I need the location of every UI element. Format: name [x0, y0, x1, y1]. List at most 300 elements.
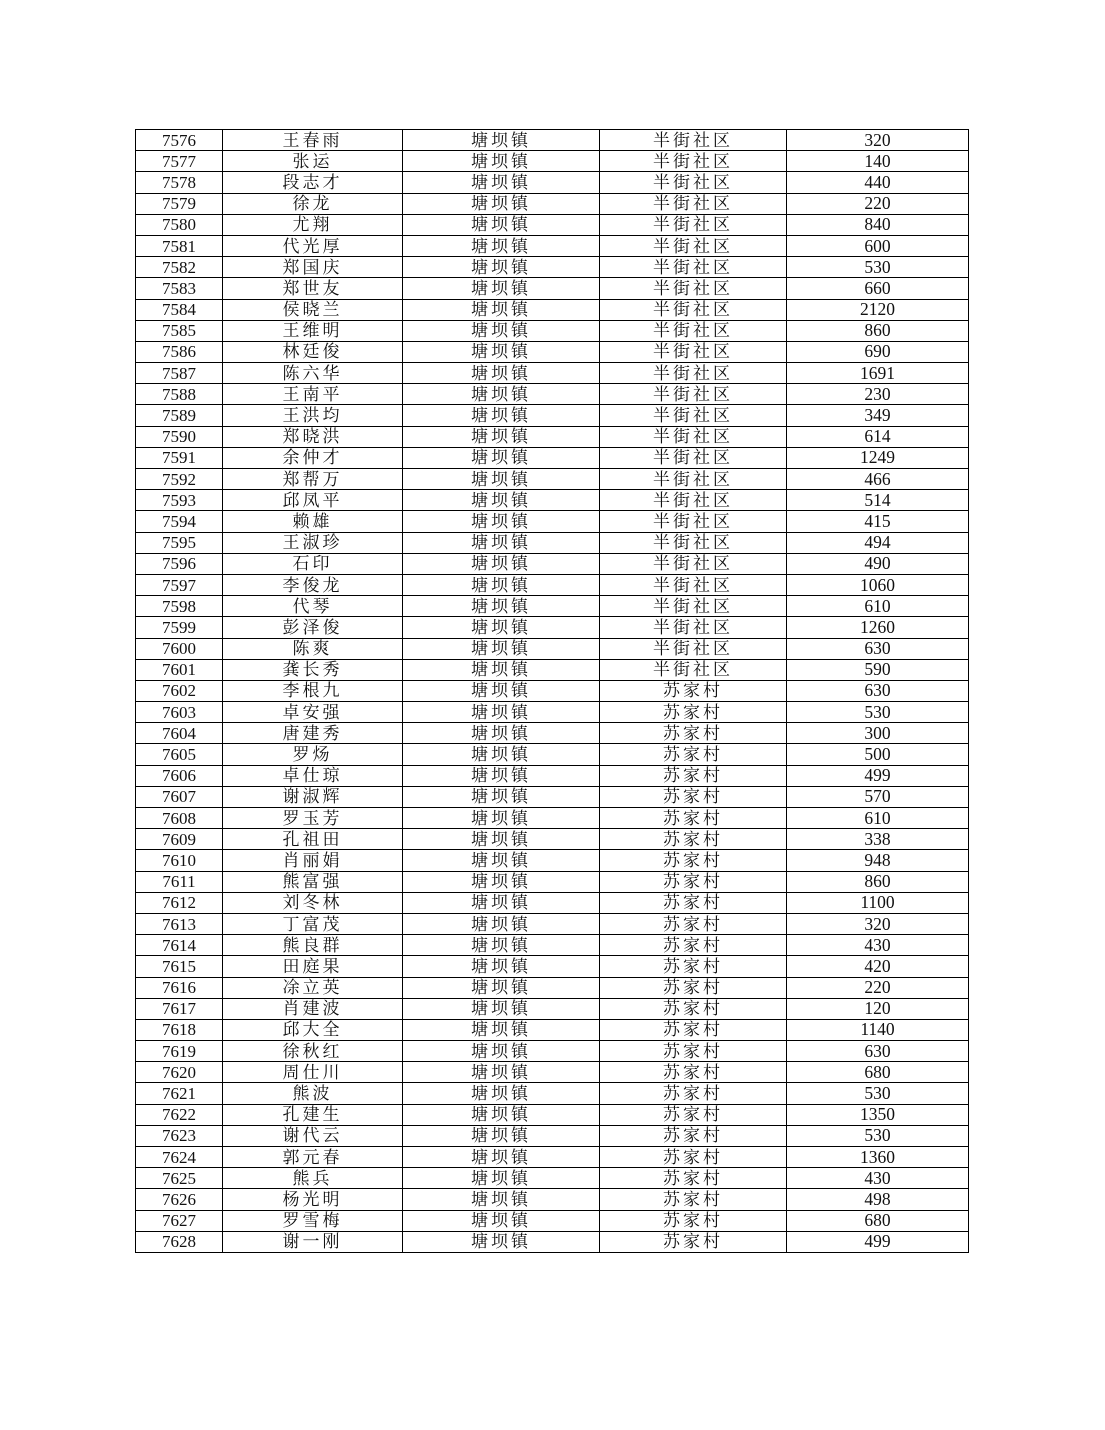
table-row [136, 1019, 969, 1040]
table-row [136, 680, 969, 701]
amount-cell: 1060 [787, 574, 969, 595]
name-cell: 王春雨 [223, 130, 403, 151]
row-id-cell: 7600 [136, 638, 223, 659]
amount-cell: 320 [787, 130, 969, 151]
table-row [136, 490, 969, 511]
village-cell: 半街社区 [600, 405, 787, 426]
amount-cell: 120 [787, 998, 969, 1019]
town-cell: 塘坝镇 [403, 617, 600, 638]
amount-cell: 614 [787, 426, 969, 447]
name-cell: 赖雄 [223, 511, 403, 532]
row-id-cell: 7577 [136, 151, 223, 172]
table-row [136, 553, 969, 574]
table-row [136, 278, 969, 299]
village-cell: 半街社区 [600, 341, 787, 362]
amount-cell: 420 [787, 956, 969, 977]
village-cell: 半街社区 [600, 214, 787, 235]
row-id-cell: 7603 [136, 702, 223, 723]
table-row [136, 447, 969, 468]
village-cell: 苏家村 [600, 680, 787, 701]
row-id-cell: 7581 [136, 235, 223, 256]
town-cell: 塘坝镇 [403, 130, 600, 151]
name-cell: 王洪均 [223, 405, 403, 426]
name-cell: 熊兵 [223, 1168, 403, 1189]
town-cell: 塘坝镇 [403, 638, 600, 659]
village-cell: 苏家村 [600, 1231, 787, 1252]
row-id-cell: 7590 [136, 426, 223, 447]
town-cell: 塘坝镇 [403, 1062, 600, 1083]
table-row [136, 956, 969, 977]
amount-cell: 140 [787, 151, 969, 172]
town-cell: 塘坝镇 [403, 469, 600, 490]
name-cell: 孔祖田 [223, 829, 403, 850]
town-cell: 塘坝镇 [403, 765, 600, 786]
town-cell: 塘坝镇 [403, 786, 600, 807]
village-cell: 苏家村 [600, 1019, 787, 1040]
town-cell: 塘坝镇 [403, 596, 600, 617]
amount-cell: 630 [787, 638, 969, 659]
name-cell: 杨光明 [223, 1189, 403, 1210]
row-id-cell: 7609 [136, 829, 223, 850]
name-cell: 郭元春 [223, 1147, 403, 1168]
name-cell: 罗雪梅 [223, 1210, 403, 1231]
amount-cell: 840 [787, 214, 969, 235]
village-cell: 半街社区 [600, 384, 787, 405]
name-cell: 代琴 [223, 596, 403, 617]
amount-cell: 530 [787, 1125, 969, 1146]
village-cell: 苏家村 [600, 1189, 787, 1210]
amount-cell: 466 [787, 469, 969, 490]
table-row [136, 1104, 969, 1125]
name-cell: 熊良群 [223, 935, 403, 956]
town-cell: 塘坝镇 [403, 384, 600, 405]
table-row [136, 320, 969, 341]
town-cell: 塘坝镇 [403, 1125, 600, 1146]
town-cell: 塘坝镇 [403, 998, 600, 1019]
row-id-cell: 7582 [136, 257, 223, 278]
amount-cell: 680 [787, 1210, 969, 1231]
amount-cell: 430 [787, 1168, 969, 1189]
village-cell: 半街社区 [600, 151, 787, 172]
row-id-cell: 7586 [136, 341, 223, 362]
village-cell: 苏家村 [600, 935, 787, 956]
village-cell: 半街社区 [600, 638, 787, 659]
table-row [136, 1231, 969, 1252]
name-cell: 陈六华 [223, 363, 403, 384]
name-cell: 邱大全 [223, 1019, 403, 1040]
amount-cell: 1360 [787, 1147, 969, 1168]
table-row [136, 850, 969, 871]
town-cell: 塘坝镇 [403, 850, 600, 871]
name-cell: 林廷俊 [223, 341, 403, 362]
row-id-cell: 7624 [136, 1147, 223, 1168]
village-cell: 苏家村 [600, 1062, 787, 1083]
amount-cell: 530 [787, 1083, 969, 1104]
village-cell: 苏家村 [600, 1147, 787, 1168]
row-id-cell: 7579 [136, 193, 223, 214]
row-id-cell: 7622 [136, 1104, 223, 1125]
row-id-cell: 7607 [136, 786, 223, 807]
amount-cell: 530 [787, 257, 969, 278]
table-row [136, 1210, 969, 1231]
row-id-cell: 7601 [136, 659, 223, 680]
table-body [136, 130, 969, 1253]
name-cell: 石印 [223, 553, 403, 574]
village-cell: 半街社区 [600, 469, 787, 490]
table-row [136, 405, 969, 426]
table-row [136, 935, 969, 956]
village-cell: 半街社区 [600, 299, 787, 320]
name-cell: 丁富茂 [223, 913, 403, 934]
row-id-cell: 7592 [136, 469, 223, 490]
village-cell: 苏家村 [600, 1210, 787, 1231]
table-row [136, 765, 969, 786]
table-row [136, 1062, 969, 1083]
town-cell: 塘坝镇 [403, 1019, 600, 1040]
row-id-cell: 7593 [136, 490, 223, 511]
amount-cell: 230 [787, 384, 969, 405]
village-cell: 半街社区 [600, 596, 787, 617]
amount-cell: 1140 [787, 1019, 969, 1040]
town-cell: 塘坝镇 [403, 320, 600, 341]
row-id-cell: 7587 [136, 363, 223, 384]
table-row [136, 786, 969, 807]
table-row [136, 744, 969, 765]
table-row [136, 998, 969, 1019]
amount-cell: 610 [787, 596, 969, 617]
table-row [136, 659, 969, 680]
row-id-cell: 7620 [136, 1062, 223, 1083]
table-row [136, 977, 969, 998]
amount-cell: 948 [787, 850, 969, 871]
row-id-cell: 7580 [136, 214, 223, 235]
amount-cell: 430 [787, 935, 969, 956]
row-id-cell: 7585 [136, 320, 223, 341]
row-id-cell: 7605 [136, 744, 223, 765]
village-cell: 半街社区 [600, 172, 787, 193]
name-cell: 罗玉芳 [223, 808, 403, 829]
amount-cell: 440 [787, 172, 969, 193]
table-row [136, 363, 969, 384]
amount-cell: 630 [787, 1041, 969, 1062]
name-cell: 肖建波 [223, 998, 403, 1019]
row-id-cell: 7591 [136, 447, 223, 468]
name-cell: 周仕川 [223, 1062, 403, 1083]
town-cell: 塘坝镇 [403, 405, 600, 426]
village-cell: 半街社区 [600, 426, 787, 447]
amount-cell: 490 [787, 553, 969, 574]
row-id-cell: 7621 [136, 1083, 223, 1104]
town-cell: 塘坝镇 [403, 553, 600, 574]
table-row [136, 1125, 969, 1146]
row-id-cell: 7576 [136, 130, 223, 151]
town-cell: 塘坝镇 [403, 426, 600, 447]
amount-cell: 1100 [787, 892, 969, 913]
table-row [136, 871, 969, 892]
name-cell: 卓仕琼 [223, 765, 403, 786]
row-id-cell: 7604 [136, 723, 223, 744]
name-cell: 谢淑辉 [223, 786, 403, 807]
table-row [136, 151, 969, 172]
row-id-cell: 7612 [136, 892, 223, 913]
table-row [136, 892, 969, 913]
village-cell: 苏家村 [600, 765, 787, 786]
table-row [136, 1147, 969, 1168]
town-cell: 塘坝镇 [403, 680, 600, 701]
name-cell: 郑国庆 [223, 257, 403, 278]
amount-cell: 1691 [787, 363, 969, 384]
amount-cell: 690 [787, 341, 969, 362]
name-cell: 谢一刚 [223, 1231, 403, 1252]
name-cell: 刘冬林 [223, 892, 403, 913]
name-cell: 龚长秀 [223, 659, 403, 680]
amount-cell: 494 [787, 532, 969, 553]
village-cell: 苏家村 [600, 723, 787, 744]
town-cell: 塘坝镇 [403, 257, 600, 278]
row-id-cell: 7614 [136, 935, 223, 956]
town-cell: 塘坝镇 [403, 1083, 600, 1104]
town-cell: 塘坝镇 [403, 744, 600, 765]
row-id-cell: 7616 [136, 977, 223, 998]
village-cell: 半街社区 [600, 257, 787, 278]
town-cell: 塘坝镇 [403, 1147, 600, 1168]
town-cell: 塘坝镇 [403, 511, 600, 532]
table-row [136, 723, 969, 744]
village-cell: 苏家村 [600, 1041, 787, 1062]
village-cell: 苏家村 [600, 892, 787, 913]
table-row [136, 469, 969, 490]
row-id-cell: 7598 [136, 596, 223, 617]
village-cell: 半街社区 [600, 193, 787, 214]
town-cell: 塘坝镇 [403, 723, 600, 744]
amount-cell: 415 [787, 511, 969, 532]
table-row [136, 1083, 969, 1104]
table-row [136, 130, 969, 151]
town-cell: 塘坝镇 [403, 235, 600, 256]
table-row [136, 426, 969, 447]
table-row [136, 574, 969, 595]
town-cell: 塘坝镇 [403, 151, 600, 172]
name-cell: 尤翔 [223, 214, 403, 235]
amount-cell: 220 [787, 193, 969, 214]
table-row [136, 235, 969, 256]
town-cell: 塘坝镇 [403, 913, 600, 934]
name-cell: 徐龙 [223, 193, 403, 214]
village-cell: 苏家村 [600, 1125, 787, 1146]
town-cell: 塘坝镇 [403, 1231, 600, 1252]
town-cell: 塘坝镇 [403, 1104, 600, 1125]
town-cell: 塘坝镇 [403, 299, 600, 320]
name-cell: 熊波 [223, 1083, 403, 1104]
table-row [136, 384, 969, 405]
table-row [136, 299, 969, 320]
name-cell: 凃立英 [223, 977, 403, 998]
row-id-cell: 7618 [136, 1019, 223, 1040]
name-cell: 谢代云 [223, 1125, 403, 1146]
village-cell: 半街社区 [600, 511, 787, 532]
row-id-cell: 7611 [136, 871, 223, 892]
row-id-cell: 7619 [136, 1041, 223, 1062]
town-cell: 塘坝镇 [403, 808, 600, 829]
row-id-cell: 7615 [136, 956, 223, 977]
town-cell: 塘坝镇 [403, 574, 600, 595]
village-cell: 苏家村 [600, 913, 787, 934]
row-id-cell: 7628 [136, 1231, 223, 1252]
village-cell: 半街社区 [600, 278, 787, 299]
village-cell: 半街社区 [600, 490, 787, 511]
village-cell: 苏家村 [600, 850, 787, 871]
table-row [136, 808, 969, 829]
row-id-cell: 7595 [136, 532, 223, 553]
town-cell: 塘坝镇 [403, 214, 600, 235]
row-id-cell: 7608 [136, 808, 223, 829]
town-cell: 塘坝镇 [403, 490, 600, 511]
row-id-cell: 7627 [136, 1210, 223, 1231]
village-cell: 半街社区 [600, 130, 787, 151]
village-cell: 半街社区 [600, 659, 787, 680]
village-cell: 半街社区 [600, 363, 787, 384]
name-cell: 张运 [223, 151, 403, 172]
name-cell: 代光厚 [223, 235, 403, 256]
amount-cell: 514 [787, 490, 969, 511]
table-row [136, 1189, 969, 1210]
table-row [136, 638, 969, 659]
village-cell: 半街社区 [600, 617, 787, 638]
name-cell: 陈爽 [223, 638, 403, 659]
village-cell: 苏家村 [600, 786, 787, 807]
village-cell: 苏家村 [600, 808, 787, 829]
row-id-cell: 7588 [136, 384, 223, 405]
village-cell: 苏家村 [600, 1168, 787, 1189]
town-cell: 塘坝镇 [403, 278, 600, 299]
amount-cell: 610 [787, 808, 969, 829]
amount-cell: 499 [787, 1231, 969, 1252]
name-cell: 王维明 [223, 320, 403, 341]
name-cell: 王淑珍 [223, 532, 403, 553]
town-cell: 塘坝镇 [403, 659, 600, 680]
name-cell: 徐秋红 [223, 1041, 403, 1062]
town-cell: 塘坝镇 [403, 1041, 600, 1062]
town-cell: 塘坝镇 [403, 892, 600, 913]
village-cell: 苏家村 [600, 1104, 787, 1125]
row-id-cell: 7610 [136, 850, 223, 871]
table-row [136, 913, 969, 934]
village-cell: 苏家村 [600, 744, 787, 765]
row-id-cell: 7596 [136, 553, 223, 574]
village-cell: 苏家村 [600, 977, 787, 998]
table-row [136, 1168, 969, 1189]
amount-cell: 860 [787, 871, 969, 892]
table-row [136, 532, 969, 553]
town-cell: 塘坝镇 [403, 341, 600, 362]
amount-cell: 499 [787, 765, 969, 786]
town-cell: 塘坝镇 [403, 871, 600, 892]
town-cell: 塘坝镇 [403, 977, 600, 998]
name-cell: 郑晓洪 [223, 426, 403, 447]
table-row [136, 829, 969, 850]
name-cell: 郑世友 [223, 278, 403, 299]
village-cell: 苏家村 [600, 1083, 787, 1104]
name-cell: 孔建生 [223, 1104, 403, 1125]
row-id-cell: 7602 [136, 680, 223, 701]
name-cell: 罗炀 [223, 744, 403, 765]
name-cell: 肖丽娟 [223, 850, 403, 871]
amount-cell: 1350 [787, 1104, 969, 1125]
table-row [136, 193, 969, 214]
name-cell: 彭泽俊 [223, 617, 403, 638]
amount-cell: 320 [787, 913, 969, 934]
amount-cell: 600 [787, 235, 969, 256]
row-id-cell: 7589 [136, 405, 223, 426]
village-cell: 半街社区 [600, 553, 787, 574]
name-cell: 田庭果 [223, 956, 403, 977]
row-id-cell: 7584 [136, 299, 223, 320]
village-cell: 半街社区 [600, 574, 787, 595]
village-cell: 苏家村 [600, 829, 787, 850]
name-cell: 李根九 [223, 680, 403, 701]
row-id-cell: 7594 [136, 511, 223, 532]
name-cell: 郑帮万 [223, 469, 403, 490]
name-cell: 李俊龙 [223, 574, 403, 595]
town-cell: 塘坝镇 [403, 1210, 600, 1231]
town-cell: 塘坝镇 [403, 956, 600, 977]
data-table [135, 129, 969, 1253]
village-cell: 半街社区 [600, 235, 787, 256]
table-row [136, 596, 969, 617]
amount-cell: 570 [787, 786, 969, 807]
name-cell: 段志才 [223, 172, 403, 193]
name-cell: 邱凤平 [223, 490, 403, 511]
amount-cell: 860 [787, 320, 969, 341]
amount-cell: 2120 [787, 299, 969, 320]
village-cell: 苏家村 [600, 702, 787, 723]
town-cell: 塘坝镇 [403, 1168, 600, 1189]
table-row [136, 1041, 969, 1062]
amount-cell: 498 [787, 1189, 969, 1210]
table-row [136, 702, 969, 723]
amount-cell: 680 [787, 1062, 969, 1083]
name-cell: 熊富强 [223, 871, 403, 892]
village-cell: 半街社区 [600, 447, 787, 468]
row-id-cell: 7578 [136, 172, 223, 193]
town-cell: 塘坝镇 [403, 363, 600, 384]
amount-cell: 500 [787, 744, 969, 765]
town-cell: 塘坝镇 [403, 935, 600, 956]
amount-cell: 1249 [787, 447, 969, 468]
name-cell: 卓安强 [223, 702, 403, 723]
row-id-cell: 7583 [136, 278, 223, 299]
town-cell: 塘坝镇 [403, 829, 600, 850]
amount-cell: 660 [787, 278, 969, 299]
table-row [136, 511, 969, 532]
row-id-cell: 7625 [136, 1168, 223, 1189]
row-id-cell: 7626 [136, 1189, 223, 1210]
village-cell: 苏家村 [600, 998, 787, 1019]
town-cell: 塘坝镇 [403, 172, 600, 193]
town-cell: 塘坝镇 [403, 702, 600, 723]
row-id-cell: 7597 [136, 574, 223, 595]
town-cell: 塘坝镇 [403, 1189, 600, 1210]
town-cell: 塘坝镇 [403, 447, 600, 468]
name-cell: 侯晓兰 [223, 299, 403, 320]
row-id-cell: 7606 [136, 765, 223, 786]
amount-cell: 300 [787, 723, 969, 744]
village-cell: 半街社区 [600, 532, 787, 553]
row-id-cell: 7599 [136, 617, 223, 638]
table-row [136, 214, 969, 235]
row-id-cell: 7617 [136, 998, 223, 1019]
table-row [136, 257, 969, 278]
